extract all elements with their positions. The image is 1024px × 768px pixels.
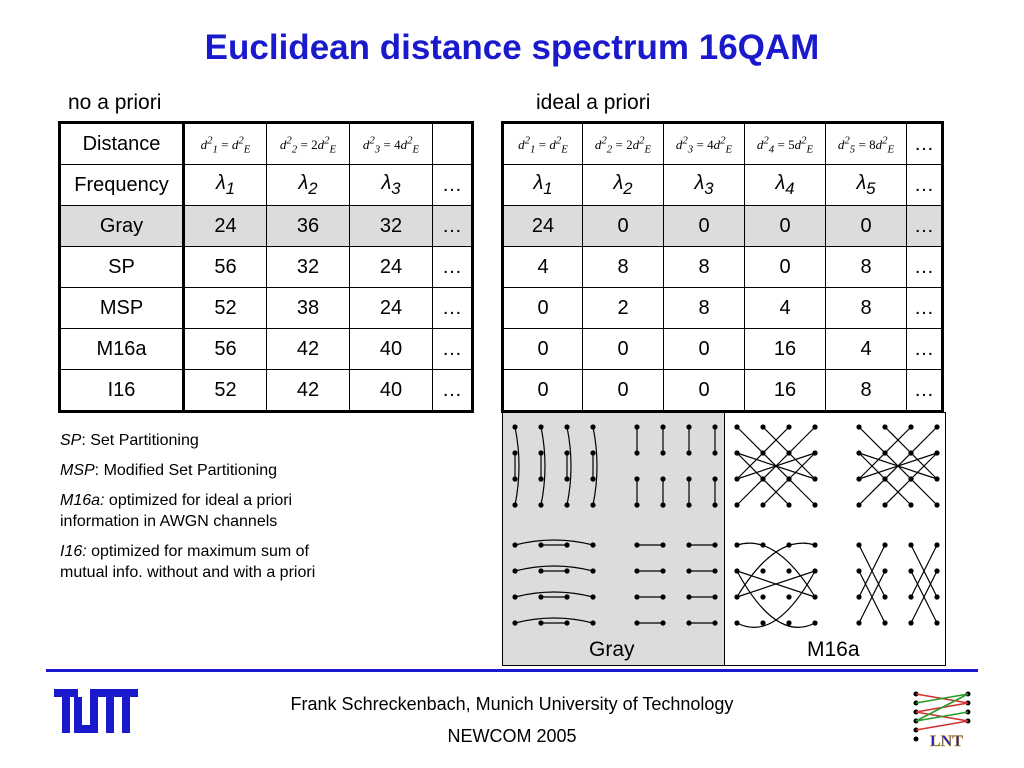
- constellation-point: [760, 568, 765, 573]
- value-cell: 24: [350, 288, 433, 329]
- constellation-point: [712, 620, 717, 625]
- footer-event: NEWCOM 2005: [447, 726, 577, 746]
- constellation-point: [538, 424, 543, 429]
- constellation-point: [760, 594, 765, 599]
- constellation-point: [934, 502, 939, 507]
- constellation-point: [538, 568, 543, 573]
- constellation-point: [564, 542, 569, 547]
- value-cell: 32: [350, 206, 433, 247]
- table-row: [60, 206, 473, 247]
- constellation-point: [908, 476, 913, 481]
- note-m16a: M16a: optimized for ideal a priori information in AWGN channels: [60, 492, 293, 530]
- constellation-point: [538, 620, 543, 625]
- constellation-point: [634, 424, 639, 429]
- slide-title: Euclidean distance spectrum 16QAM: [204, 28, 820, 67]
- distance-formula: $d^2_2 = 2d^2_E$: [594, 134, 652, 156]
- constellation-point: [634, 542, 639, 547]
- constellation-point: [934, 476, 939, 481]
- constellation-point: [660, 620, 665, 625]
- constellation-point: [856, 424, 861, 429]
- right-distance-table: [501, 121, 944, 413]
- value-cell: 42: [267, 370, 350, 412]
- distance-cell: [350, 123, 433, 165]
- distance-row: [60, 123, 473, 165]
- constellation-point: [712, 542, 717, 547]
- constellation-point: [564, 424, 569, 429]
- constellation-point: [590, 502, 595, 507]
- value-cell: 32: [267, 247, 350, 288]
- note-sp: SP: Set Partitioning: [60, 432, 199, 449]
- distance-formula: $d^2_2 = 2d^2_E$: [279, 134, 337, 156]
- constellation-point: [812, 542, 817, 547]
- constellation-point: [512, 502, 517, 507]
- mapping-edge: [737, 543, 815, 597]
- ellipsis-cell: …: [907, 123, 943, 165]
- constellation-point: [908, 568, 913, 573]
- left-distance-table: [58, 121, 474, 413]
- constellation-point: [564, 594, 569, 599]
- value-cell: 8: [826, 288, 907, 329]
- constellation-point: [686, 424, 691, 429]
- mapping-diagram: [503, 413, 945, 665]
- constellation-point: [856, 542, 861, 547]
- constellation-point: [786, 424, 791, 429]
- constellation-point: [760, 620, 765, 625]
- footer-author: Frank Schreckenbach, Munich University of Technology: [290, 694, 734, 714]
- constellation-point: [712, 502, 717, 507]
- constellation-point: [882, 568, 887, 573]
- table-row: [60, 288, 473, 329]
- constellation-point: [908, 450, 913, 455]
- distance-cell: [184, 123, 267, 165]
- constellation-point: [882, 594, 887, 599]
- constellation-point: [512, 594, 517, 599]
- constellation-point: [538, 542, 543, 547]
- constellation-point: [686, 476, 691, 481]
- constellation-point: [590, 568, 595, 573]
- value-cell: 0: [503, 329, 583, 370]
- constellation-point: [512, 568, 517, 573]
- value-cell: 40: [350, 329, 433, 370]
- value-cell: 2: [583, 288, 664, 329]
- mapping-edge: [515, 566, 593, 571]
- value-cell: 0: [583, 370, 664, 412]
- note-msp: MSP: Modified Set Partitioning: [60, 462, 277, 479]
- value-cell: 0: [503, 370, 583, 412]
- distance-formula: $d^2_5 = 8d^2_E$: [837, 134, 895, 156]
- m16a-label: M16a: [807, 638, 860, 661]
- constellation-point: [734, 450, 739, 455]
- constellation-point: [634, 450, 639, 455]
- constellation-point: [686, 542, 691, 547]
- constellation-point: [686, 450, 691, 455]
- constellation-point: [686, 620, 691, 625]
- constellation-point: [856, 450, 861, 455]
- constellation-point: [538, 502, 543, 507]
- constellation-point: [786, 476, 791, 481]
- constellation-point: [908, 594, 913, 599]
- mapping-name: Gray: [60, 206, 184, 247]
- distance-formula: $d^2_3 = 4d^2_E$: [362, 134, 420, 156]
- ellipsis-cell: …: [433, 165, 473, 206]
- constellation-point: [634, 620, 639, 625]
- constellation-point: [760, 424, 765, 429]
- frequency-cell: $\lambda_2$: [267, 165, 350, 206]
- constellation-point: [760, 502, 765, 507]
- frequency-cell: $\lambda_3$: [350, 165, 433, 206]
- value-cell: 8: [826, 247, 907, 288]
- constellation-point: [512, 424, 517, 429]
- constellation-point: [712, 594, 717, 599]
- table-row: [503, 288, 943, 329]
- frequency-cell: $\lambda_5$: [826, 165, 907, 206]
- constellation-point: [660, 568, 665, 573]
- constellation-point: [660, 476, 665, 481]
- distance-formula: $d^2_1 = d^2_E$: [200, 134, 251, 156]
- constellation-point: [634, 568, 639, 573]
- ellipsis-cell: …: [907, 165, 943, 206]
- left-table-heading: no a priori: [68, 91, 162, 114]
- value-cell: 8: [583, 247, 664, 288]
- distance-cell: [664, 123, 745, 165]
- constellation-point: [812, 620, 817, 625]
- value-cell: 0: [503, 288, 583, 329]
- value-cell: 36: [267, 206, 350, 247]
- frequency-row: [60, 165, 473, 206]
- constellation-point: [734, 502, 739, 507]
- distance-row: [503, 123, 943, 165]
- constellation-point: [908, 542, 913, 547]
- constellation-point: [882, 542, 887, 547]
- ellipsis-cell: …: [433, 206, 473, 247]
- constellation-point: [734, 594, 739, 599]
- value-cell: 24: [503, 206, 583, 247]
- constellation-point: [660, 450, 665, 455]
- constellation-point: [512, 620, 517, 625]
- ellipsis-cell: …: [433, 370, 473, 412]
- footer-rule: [46, 669, 978, 672]
- constellation-point: [590, 424, 595, 429]
- value-cell: 52: [184, 288, 267, 329]
- constellation-point: [660, 542, 665, 547]
- constellation-point: [856, 568, 861, 573]
- value-cell: 8: [664, 288, 745, 329]
- svg-text:LNT: LNT: [930, 733, 963, 750]
- ellipsis-cell: …: [433, 247, 473, 288]
- distance-formula: $d^2_1 = d^2_E$: [518, 134, 568, 156]
- constellation-point: [734, 424, 739, 429]
- notes-block: [60, 430, 340, 592]
- distance-cell: [583, 123, 664, 165]
- value-cell: 16: [745, 329, 826, 370]
- constellation-point: [564, 568, 569, 573]
- constellation-point: [712, 450, 717, 455]
- value-cell: 56: [184, 247, 267, 288]
- mapping-name: M16a: [60, 329, 184, 370]
- constellation-point: [512, 542, 517, 547]
- table-row: [60, 247, 473, 288]
- mapping-edge: [515, 592, 593, 597]
- value-cell: 24: [350, 247, 433, 288]
- constellation-point: [934, 620, 939, 625]
- constellation-point: [786, 542, 791, 547]
- constellation-point: [934, 542, 939, 547]
- distance-formula: $d^2_3 = 4d^2_E$: [675, 134, 733, 156]
- table-row: [60, 329, 473, 370]
- distance-formula: $d^2_4 = 5d^2_E$: [756, 134, 814, 156]
- constellation-point: [908, 502, 913, 507]
- value-cell: 8: [664, 247, 745, 288]
- ellipsis-cell: …: [433, 329, 473, 370]
- ellipsis-cell: …: [907, 370, 943, 412]
- ellipsis-cell: …: [433, 288, 473, 329]
- constellation-point: [660, 502, 665, 507]
- constellation-point: [590, 594, 595, 599]
- value-cell: 56: [184, 329, 267, 370]
- distance-cell: [503, 123, 583, 165]
- value-cell: 0: [664, 370, 745, 412]
- constellation-point: [856, 502, 861, 507]
- constellation-point: [760, 450, 765, 455]
- constellation-point: [686, 594, 691, 599]
- ellipsis-cell: …: [907, 288, 943, 329]
- constellation-point: [660, 594, 665, 599]
- constellation-point: [634, 594, 639, 599]
- constellation-point: [634, 476, 639, 481]
- constellation-point: [882, 620, 887, 625]
- gray-label: Gray: [589, 638, 635, 661]
- constellation-point: [934, 424, 939, 429]
- constellation-point: [882, 476, 887, 481]
- mapping-name: SP: [60, 247, 184, 288]
- distance-label: Distance: [60, 123, 184, 165]
- constellation-point: [590, 620, 595, 625]
- constellation-point: [712, 476, 717, 481]
- value-cell: 0: [583, 329, 664, 370]
- value-cell: 40: [350, 370, 433, 412]
- constellation-point: [934, 568, 939, 573]
- distance-cell: [745, 123, 826, 165]
- constellation-point: [760, 476, 765, 481]
- table-row: [503, 329, 943, 370]
- constellation-point: [856, 620, 861, 625]
- value-cell: 4: [745, 288, 826, 329]
- constellation-point: [686, 568, 691, 573]
- distance-cell: [826, 123, 907, 165]
- constellation-point: [760, 542, 765, 547]
- value-cell: 0: [664, 329, 745, 370]
- mapping-name: MSP: [60, 288, 184, 329]
- mapping-edge: [515, 618, 593, 623]
- mapping-name: I16: [60, 370, 184, 412]
- constellation-point: [812, 424, 817, 429]
- constellation-point: [538, 594, 543, 599]
- constellation-point: [812, 568, 817, 573]
- ellipsis-cell: …: [907, 329, 943, 370]
- constellation-point: [786, 502, 791, 507]
- constellation-point: [908, 620, 913, 625]
- constellation-point: [590, 542, 595, 547]
- value-cell: 0: [745, 247, 826, 288]
- frequency-cell: $\lambda_1$: [184, 165, 267, 206]
- frequency-cell: $\lambda_3$: [664, 165, 745, 206]
- constellation-point: [882, 502, 887, 507]
- constellation-point: [856, 476, 861, 481]
- constellation-point: [734, 542, 739, 547]
- constellation-point: [712, 424, 717, 429]
- frequency-label: Frequency: [60, 165, 184, 206]
- value-cell: 24: [184, 206, 267, 247]
- constellation-point: [786, 620, 791, 625]
- mapping-figure: [502, 412, 946, 666]
- ellipsis-cell: …: [907, 247, 943, 288]
- value-cell: 52: [184, 370, 267, 412]
- constellation-point: [734, 568, 739, 573]
- note-i16: I16: optimized for maximum sum of mutual info. without and with a priori: [60, 543, 316, 581]
- value-cell: 0: [745, 206, 826, 247]
- lnt-logo: [908, 688, 978, 752]
- constellation-point: [812, 476, 817, 481]
- table-row: [60, 370, 473, 412]
- value-cell: 4: [826, 329, 907, 370]
- constellation-point: [908, 424, 913, 429]
- value-cell: 38: [267, 288, 350, 329]
- constellation-point: [934, 594, 939, 599]
- constellation-point: [634, 502, 639, 507]
- constellation-point: [734, 620, 739, 625]
- constellation-point: [856, 594, 861, 599]
- frequency-cell: $\lambda_2$: [583, 165, 664, 206]
- constellation-point: [786, 450, 791, 455]
- value-cell: 0: [583, 206, 664, 247]
- constellation-point: [564, 502, 569, 507]
- constellation-point: [734, 476, 739, 481]
- constellation-point: [882, 424, 887, 429]
- value-cell: 16: [745, 370, 826, 412]
- constellation-point: [786, 568, 791, 573]
- constellation-point: [786, 594, 791, 599]
- right-table-heading: ideal a priori: [536, 91, 651, 114]
- table-row: [503, 247, 943, 288]
- distance-cell: [267, 123, 350, 165]
- table-row: [503, 370, 943, 412]
- constellation-point: [686, 502, 691, 507]
- constellation-point: [812, 594, 817, 599]
- constellation-point: [882, 450, 887, 455]
- constellation-point: [812, 502, 817, 507]
- constellation-point: [812, 450, 817, 455]
- frequency-row: [503, 165, 943, 206]
- value-cell: 0: [826, 206, 907, 247]
- value-cell: 42: [267, 329, 350, 370]
- mapping-edge: [515, 540, 593, 545]
- table-row: [503, 206, 943, 247]
- value-cell: 8: [826, 370, 907, 412]
- constellation-point: [660, 424, 665, 429]
- empty-cell: [433, 123, 473, 165]
- frequency-cell: $\lambda_1$: [503, 165, 583, 206]
- constellation-point: [564, 620, 569, 625]
- mapping-edge: [737, 543, 815, 597]
- value-cell: 4: [503, 247, 583, 288]
- constellation-point: [934, 450, 939, 455]
- value-cell: 0: [664, 206, 745, 247]
- ellipsis-cell: …: [907, 206, 943, 247]
- frequency-cell: $\lambda_4$: [745, 165, 826, 206]
- constellation-point: [712, 568, 717, 573]
